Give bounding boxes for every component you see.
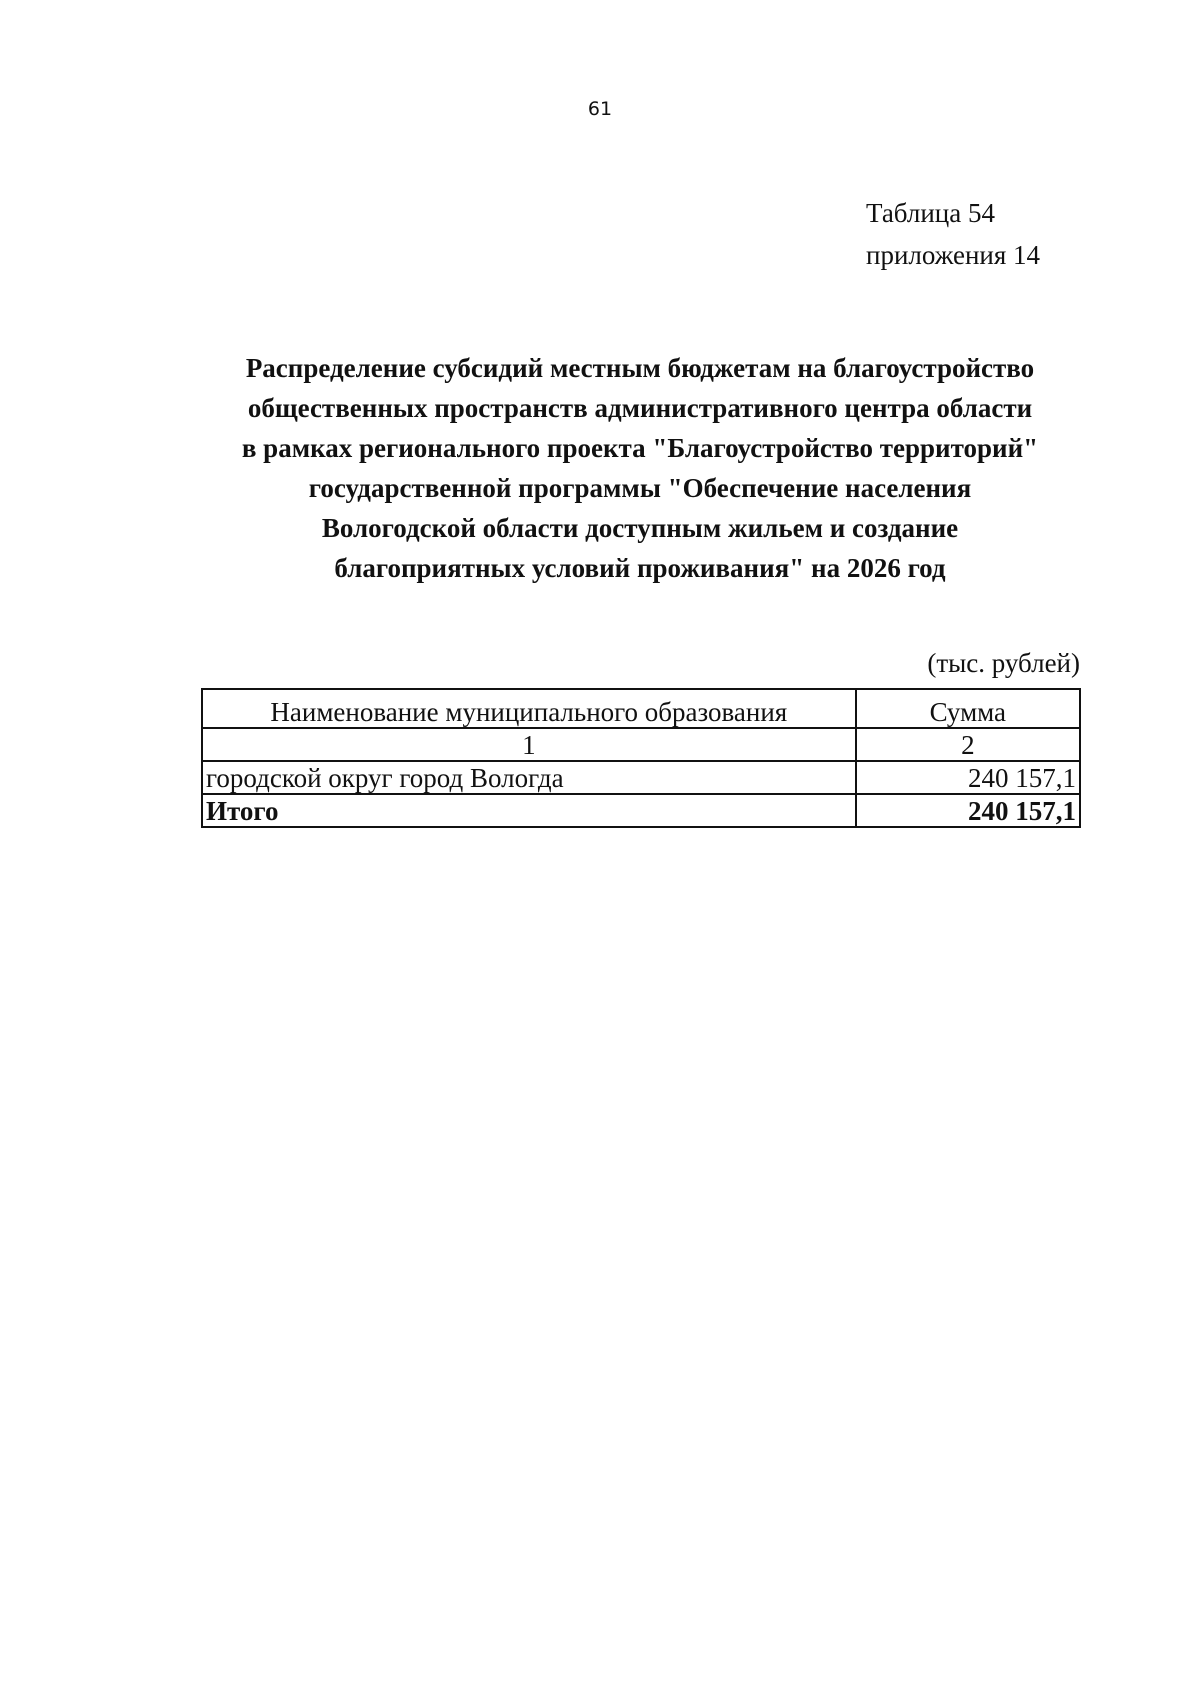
municipality-name: городской округ город Вологда [202,761,856,794]
total-label: Итого [202,794,856,827]
title-line: государственной программы "Обеспечение населения [308,473,972,503]
column-number-2: 2 [856,728,1080,761]
title-line: в рамках регионального проекта "Благоустройство территорий" [241,433,1039,463]
table-ref-line-1: Таблица 54 [866,198,995,228]
column-number-row [202,728,1080,761]
column-number-1: 1 [202,728,856,761]
subsidy-table [201,688,1081,828]
table-ref-line-2: приложения 14 [866,240,1041,270]
table-header-row [202,689,1080,728]
municipality-amount: 240 157,1 [856,761,1080,794]
page-number: 61 [587,98,613,120]
table-row [202,761,1080,794]
header-municipality: Наименование муниципального образования [202,689,856,728]
title-line: общественных пространств административного центра области [247,393,1033,423]
table-reference [866,192,1040,276]
units-label: (тыс. рублей) [927,648,1080,678]
title-line: Распределение субсидий местным бюджетам на благоустройство [245,353,1035,383]
title-line: Вологодской области доступным жильем и создание [321,513,959,543]
title-line: благоприятных условий проживания" на 2026 год [334,553,946,583]
document-title [150,348,1130,588]
total-row [202,794,1080,827]
header-sum: Сумма [856,689,1080,728]
total-amount: 240 157,1 [856,794,1080,827]
